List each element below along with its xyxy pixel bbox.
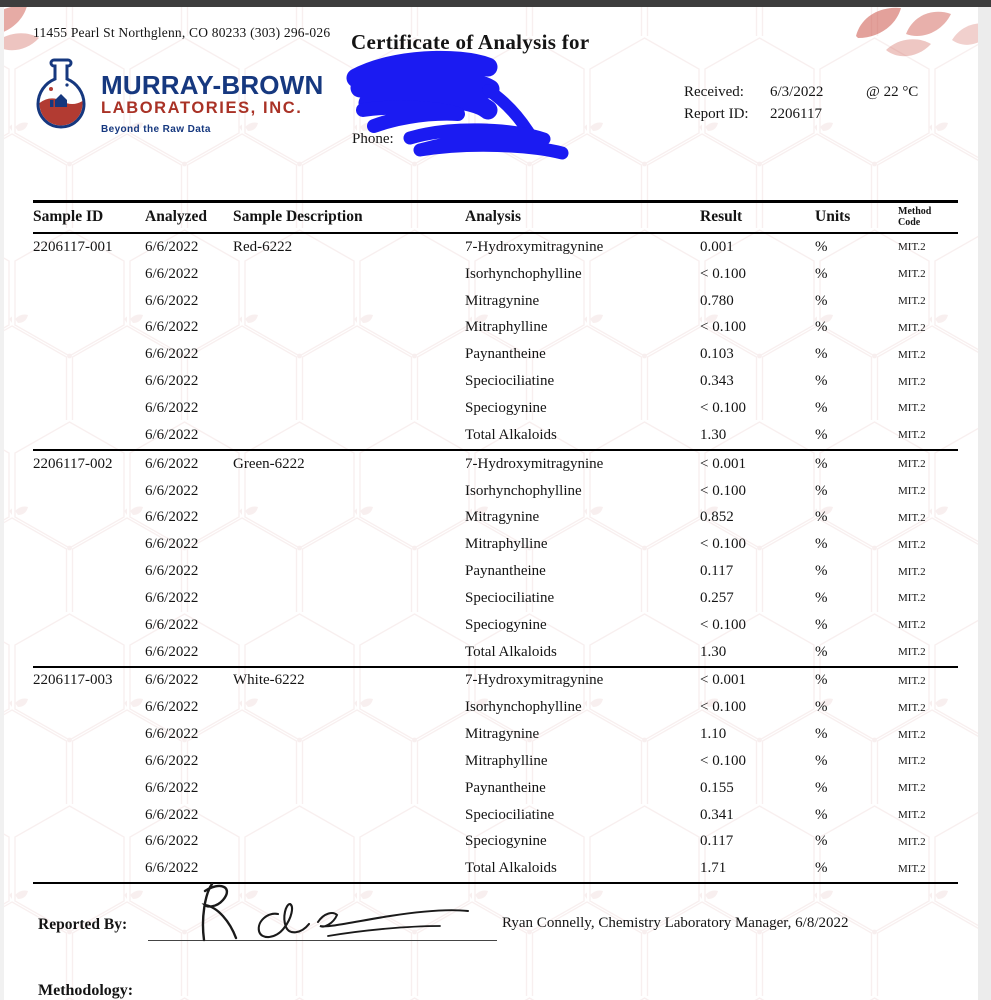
analysis-cell: Speciogynine: [465, 399, 547, 416]
analyzed-cell: 6/6/2022: [145, 779, 199, 796]
method-cell: MIT.2: [898, 592, 926, 605]
result-cell: < 0.100: [700, 616, 746, 633]
units-cell: %: [815, 855, 898, 883]
analyzed-cell: 6/6/2022: [145, 752, 199, 769]
analysis-cell: Speciociliatine: [465, 373, 555, 390]
table-row: [33, 288, 958, 315]
table-row: [33, 585, 958, 612]
analyzed-cell: 6/6/2022: [145, 265, 199, 282]
table-row: [33, 721, 958, 748]
result-cell: 0.780: [700, 292, 734, 309]
description-cell: [233, 341, 465, 368]
sample-id-cell: [33, 748, 145, 775]
method-cell: MIT.2: [898, 565, 926, 578]
table-row: [33, 802, 958, 829]
logo: [30, 56, 323, 135]
method-cell: MIT.2: [898, 809, 926, 822]
analysis-cell: 7-Hydroxymitragynine: [465, 672, 604, 689]
analyzed-cell: 6/6/2022: [145, 319, 199, 336]
analyzed-cell: 6/6/2022: [145, 726, 199, 743]
col-units: Units: [815, 208, 851, 225]
units-cell: %: [815, 509, 828, 526]
method-cell: MIT.2: [898, 402, 926, 415]
sample-id-cell: [33, 478, 145, 505]
table-row: [33, 504, 958, 531]
analysis-cell: Isorhynchophylline: [465, 482, 582, 499]
analysis-cell: Speciociliatine: [465, 589, 555, 606]
sample-id-cell: [33, 639, 145, 667]
method-cell: MIT.2: [898, 538, 926, 551]
method-cell: MIT.2: [898, 375, 926, 388]
analysis-cell: Mitraphylline: [465, 319, 548, 336]
sample-id-cell: [33, 855, 145, 883]
analyzed-cell: 6/6/2022: [145, 855, 233, 883]
description-cell: [233, 558, 465, 585]
result-cell: 0.117: [700, 833, 734, 850]
sample-id-cell: [33, 721, 145, 748]
units-cell: %: [815, 482, 828, 499]
analysis-cell: Paynantheine: [465, 779, 546, 796]
col-method-code: Method Code: [898, 206, 932, 228]
sample-id-cell: [33, 422, 145, 450]
signature: [178, 876, 498, 948]
result-cell: 0.155: [700, 779, 734, 796]
analysis-cell: Total Alkaloids: [465, 639, 700, 667]
col-sample-id: Sample ID: [33, 208, 104, 225]
description-cell: [233, 612, 465, 639]
units-cell: %: [815, 699, 828, 716]
table-row: [33, 233, 958, 261]
analysis-cell: Paynantheine: [465, 563, 546, 580]
analyzed-cell: 6/6/2022: [145, 399, 199, 416]
sample-id-cell: [33, 504, 145, 531]
table-row: [33, 667, 958, 695]
table-row: [33, 450, 958, 478]
method-cell: MIT.2: [898, 728, 926, 741]
table-header: [33, 202, 958, 234]
reporter-credit: Ryan Connelly, Chemistry Laboratory Manager, 6/8/2022: [502, 915, 849, 931]
method-cell: MIT.2: [898, 701, 926, 714]
sample-id-cell: [33, 802, 145, 829]
received-temp: @ 22 °C: [866, 84, 919, 100]
result-cell: 0.001: [700, 238, 734, 255]
method-cell: MIT.2: [898, 511, 926, 524]
analysis-cell: 7-Hydroxymitragynine: [465, 238, 604, 255]
table-row: [33, 341, 958, 368]
analysis-cell: Isorhynchophylline: [465, 699, 582, 716]
description-cell: White-6222: [233, 672, 305, 689]
result-cell: < 0.100: [700, 536, 746, 553]
result-cell: < 0.100: [700, 752, 746, 769]
method-cell: MIT.2: [898, 458, 926, 471]
table-body: [33, 233, 958, 883]
table-row: [33, 422, 958, 450]
result-cell: < 0.001: [700, 672, 746, 689]
description-cell: [233, 288, 465, 315]
method-cell: MIT.2: [898, 321, 926, 334]
description-cell: [233, 422, 465, 450]
analysis-cell: 7-Hydroxymitragynine: [465, 455, 604, 472]
analyzed-cell: 6/6/2022: [145, 482, 199, 499]
units-cell: %: [815, 536, 828, 553]
method-cell: MIT.2: [898, 855, 958, 883]
result-cell: 1.71: [700, 855, 815, 883]
analyzed-cell: 6/6/2022: [145, 373, 199, 390]
analyzed-cell: 6/6/2022: [145, 536, 199, 553]
units-cell: %: [815, 833, 828, 850]
report-id-label: Report ID:: [684, 106, 749, 122]
analysis-cell: Speciogynine: [465, 616, 547, 633]
sample-id-cell: [33, 341, 145, 368]
method-cell: MIT.2: [898, 755, 926, 768]
analyzed-cell: 6/6/2022: [145, 672, 199, 689]
sample-id-cell: [33, 531, 145, 558]
description-cell: [233, 478, 465, 505]
lab-address: 11455 Pearl St Northglenn, CO 80233 (303) 296-026: [33, 25, 331, 40]
analysis-cell: Mitragynine: [465, 509, 540, 526]
description-cell: [233, 748, 465, 775]
description-cell: [233, 504, 465, 531]
table-row: [33, 639, 958, 667]
analysis-cell: Mitraphylline: [465, 536, 548, 553]
reported-by-label: Reported By:: [38, 916, 128, 933]
analysis-cell: Isorhynchophylline: [465, 265, 582, 282]
description-cell: [233, 368, 465, 395]
units-cell: %: [815, 616, 828, 633]
analyzed-cell: 6/6/2022: [145, 292, 199, 309]
description-cell: [233, 802, 465, 829]
method-cell: MIT.2: [898, 619, 926, 632]
description-cell: [233, 694, 465, 721]
table-row: [33, 748, 958, 775]
phone-label: Phone:: [352, 131, 394, 147]
description-cell: [233, 261, 465, 288]
methodology-label: Methodology:: [38, 982, 134, 999]
table-row: [33, 694, 958, 721]
result-cell: 1.30: [700, 639, 815, 667]
sample-id-cell: [33, 395, 145, 422]
logo-subname: LABORATORIES, INC.: [101, 99, 303, 117]
result-cell: < 0.100: [700, 699, 746, 716]
method-cell: MIT.2: [898, 639, 958, 667]
analyzed-cell: 6/6/2022: [145, 346, 199, 363]
units-cell: %: [815, 726, 828, 743]
sample-id-cell: [33, 288, 145, 315]
table-row: [33, 315, 958, 342]
units-cell: %: [815, 455, 828, 472]
table-row: [33, 478, 958, 505]
analyzed-cell: 6/6/2022: [145, 455, 199, 472]
result-cell: 0.117: [700, 563, 734, 580]
col-analyzed: Analyzed: [145, 208, 207, 225]
description-cell: [233, 721, 465, 748]
units-cell: %: [815, 399, 828, 416]
analyzed-cell: 6/6/2022: [145, 833, 199, 850]
units-cell: %: [815, 238, 828, 255]
analysis-cell: Speciogynine: [465, 833, 547, 850]
col-result: Result: [700, 208, 743, 225]
result-cell: 0.341: [700, 806, 734, 823]
table-row: [33, 775, 958, 802]
analyzed-cell: 6/6/2022: [145, 806, 199, 823]
units-cell: %: [815, 779, 828, 796]
sample-id-cell: [33, 585, 145, 612]
result-cell: < 0.100: [700, 319, 746, 336]
viewer-top-bar: [0, 0, 991, 7]
description-cell: [233, 829, 465, 856]
analyzed-cell: 6/6/2022: [145, 422, 233, 450]
received-date: 6/3/2022: [770, 84, 824, 100]
logo-name: MURRAY-BROWN: [101, 70, 324, 100]
col-analysis: Analysis: [465, 208, 521, 225]
units-cell: %: [815, 639, 898, 667]
result-cell: < 0.100: [700, 482, 746, 499]
units-cell: %: [815, 422, 898, 450]
sample-id-cell: [33, 261, 145, 288]
method-cell: MIT.2: [898, 241, 926, 254]
analyzed-cell: 6/6/2022: [145, 699, 199, 716]
units-cell: %: [815, 672, 828, 689]
sample-id-cell: 2206117-003: [33, 672, 113, 689]
analyzed-cell: 6/6/2022: [145, 616, 199, 633]
result-cell: < 0.001: [700, 455, 746, 472]
result-cell: < 0.100: [700, 265, 746, 282]
method-cell: MIT.2: [898, 485, 926, 498]
method-cell: MIT.2: [898, 348, 926, 361]
units-cell: %: [815, 346, 828, 363]
units-cell: %: [815, 806, 828, 823]
method-cell: MIT.2: [898, 782, 926, 795]
flask-icon: [30, 56, 92, 134]
result-cell: 0.103: [700, 346, 734, 363]
table-row: [33, 829, 958, 856]
table-row: [33, 558, 958, 585]
analysis-cell: Mitragynine: [465, 292, 540, 309]
received-label: Received:: [684, 84, 744, 100]
analyzed-cell: 6/6/2022: [145, 238, 199, 255]
analysis-cell: Total Alkaloids: [465, 855, 700, 883]
table-row: [33, 261, 958, 288]
description-cell: Green-6222: [233, 455, 305, 472]
result-cell: 0.257: [700, 589, 734, 606]
analysis-cell: Speciociliatine: [465, 806, 555, 823]
sample-id-cell: [33, 612, 145, 639]
description-cell: [233, 395, 465, 422]
description-cell: [233, 531, 465, 558]
logo-tagline: Beyond the Raw Data: [101, 123, 211, 135]
table-row: [33, 368, 958, 395]
units-cell: %: [815, 265, 828, 282]
sample-id-cell: [33, 558, 145, 585]
units-cell: %: [815, 292, 828, 309]
sample-id-cell: 2206117-001: [33, 238, 113, 255]
result-cell: 0.852: [700, 509, 734, 526]
results-table-wrap: [33, 200, 958, 884]
redaction-scribble: [338, 50, 588, 165]
sample-id-cell: [33, 694, 145, 721]
analyzed-cell: 6/6/2022: [145, 563, 199, 580]
table-row: [33, 531, 958, 558]
method-cell: MIT.2: [898, 295, 926, 308]
sample-id-cell: [33, 775, 145, 802]
method-cell: MIT.2: [898, 674, 926, 687]
description-cell: [233, 639, 465, 667]
sample-id-cell: [33, 829, 145, 856]
method-cell: MIT.2: [898, 268, 926, 281]
units-cell: %: [815, 752, 828, 769]
result-cell: 1.10: [700, 726, 727, 743]
sample-id-cell: 2206117-002: [33, 455, 113, 472]
description-cell: [233, 775, 465, 802]
sample-id-cell: [33, 368, 145, 395]
receipt-info: [684, 84, 918, 123]
viewer-right-edge: [978, 7, 991, 1000]
description-cell: [233, 315, 465, 342]
analyzed-cell: 6/6/2022: [145, 639, 233, 667]
analyzed-cell: 6/6/2022: [145, 509, 199, 526]
units-cell: %: [815, 589, 828, 606]
result-cell: < 0.100: [700, 399, 746, 416]
report-id-value: 2206117: [770, 106, 822, 122]
analysis-cell: Mitraphylline: [465, 752, 548, 769]
analysis-cell: Total Alkaloids: [465, 422, 700, 450]
description-cell: Red-6222: [233, 238, 293, 255]
viewer-left-edge: [0, 7, 4, 1000]
col-description: Sample Description: [233, 208, 363, 225]
units-cell: %: [815, 563, 828, 580]
analysis-cell: Paynantheine: [465, 346, 546, 363]
results-table: [33, 200, 958, 884]
method-cell: MIT.2: [898, 422, 958, 450]
result-cell: 1.30: [700, 422, 815, 450]
analysis-cell: Mitragynine: [465, 726, 540, 743]
table-row: [33, 395, 958, 422]
table-row: [33, 612, 958, 639]
analyzed-cell: 6/6/2022: [145, 589, 199, 606]
page-title: Certificate of Analysis for: [351, 30, 590, 54]
description-cell: [233, 585, 465, 612]
units-cell: %: [815, 319, 828, 336]
method-cell: MIT.2: [898, 835, 926, 848]
units-cell: %: [815, 373, 828, 390]
sample-id-cell: [33, 315, 145, 342]
result-cell: 0.343: [700, 373, 734, 390]
